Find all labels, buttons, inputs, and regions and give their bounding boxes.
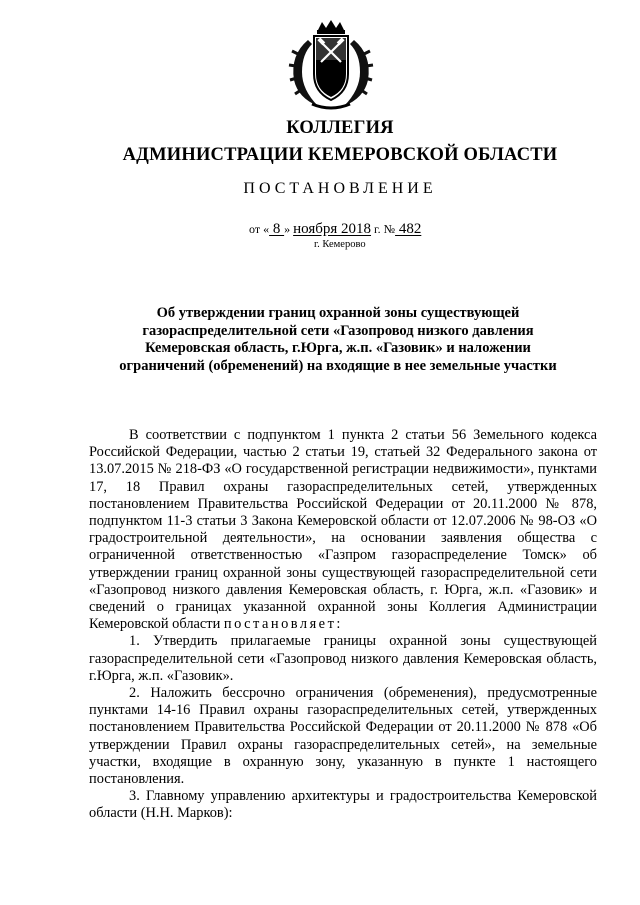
date-month-year: ноября 2018: [293, 221, 372, 237]
paragraph-preamble: [89, 427, 597, 633]
number-label: №: [383, 222, 396, 236]
document-title: Об утверждении границ охранной зоны существующей газораспределительной сети «Газопровод низкого давления Кемеровская область, г.Юрга, ж.п. «Газовик» и наложении ограничений (обременений) на входящие в нее земельные участки: [119, 305, 557, 374]
org-name-line1: КОЛЛЕГИЯ: [286, 118, 394, 138]
date-prefix: от «: [249, 222, 270, 236]
document-body: [89, 427, 597, 823]
date-day: 8: [269, 221, 285, 237]
document-number: 482: [395, 221, 422, 237]
preamble-text: В соответствии с подпунктом 1 пункта 2 статьи 56 Земельного кодекса Российской Федерации, частью 2 статьи 19, статьей 32 Федерального закона от 13.07.2015 № 218-ФЗ «О государственной регистрации недвижимости», пунктами 17, 18 Правил охраны газораспределительных сетей, утвержденных постановлением Правительства Российской Федерации от 20.11.2000 № 878, подпунктом 11-3 статьи 3 Закона Кемеровской области от 12.07.2006 № 98-ОЗ «О градостроительной деятельности», на основании заявления общества с ограниченной ответственностью «Газпром газораспределение Томск» об утверждении границ охранной зоны существующей газораспределительной сети «Газопровод низкого давления Кемеровская область, г. Юрга, ж.п. «Газовик» и сведений о границах указанной охранной зоны Коллегия Администрации Кемеровской области: [89, 427, 597, 633]
document-type: ПОСТАНОВЛЕНИЕ: [243, 180, 437, 197]
coat-of-arms-emblem: [288, 20, 374, 112]
date-quote-close: »: [284, 222, 291, 236]
date-year-suffix: г.: [371, 222, 381, 236]
preamble-resolves: постановляет:: [223, 616, 343, 633]
date-number-line: [249, 221, 421, 238]
paragraph-item-1: 1. Утвердить прилагаемые границы охранной зоны существующей газораспределительной сети «Газопровод низкого давления Кемеровская область, г.Юрга, ж.п. «Газовик».: [89, 633, 597, 684]
paragraph-item-3: 3. Главному управлению архитектуры и градостроительства Кемеровской области (Н.Н. Марков):: [89, 788, 597, 822]
city-name: г. Кемерово: [314, 239, 366, 250]
paragraph-item-2: 2. Наложить бессрочно ограничения (обременения), предусмотренные пунктами 14-16 Правил охраны газораспределительных сетей, утвержденных постановлением Правительства Российской Федерации от 20.11.2000 № 878 «Об утверждении Правил охраны газораспределительных сетей», на земельные участки, входящие в охранную зону, указанную в пункте 1 настоящего постановления.: [89, 685, 597, 788]
org-name-line2: АДМИНИСТРАЦИИ КЕМЕРОВСКОЙ ОБЛАСТИ: [122, 145, 558, 165]
